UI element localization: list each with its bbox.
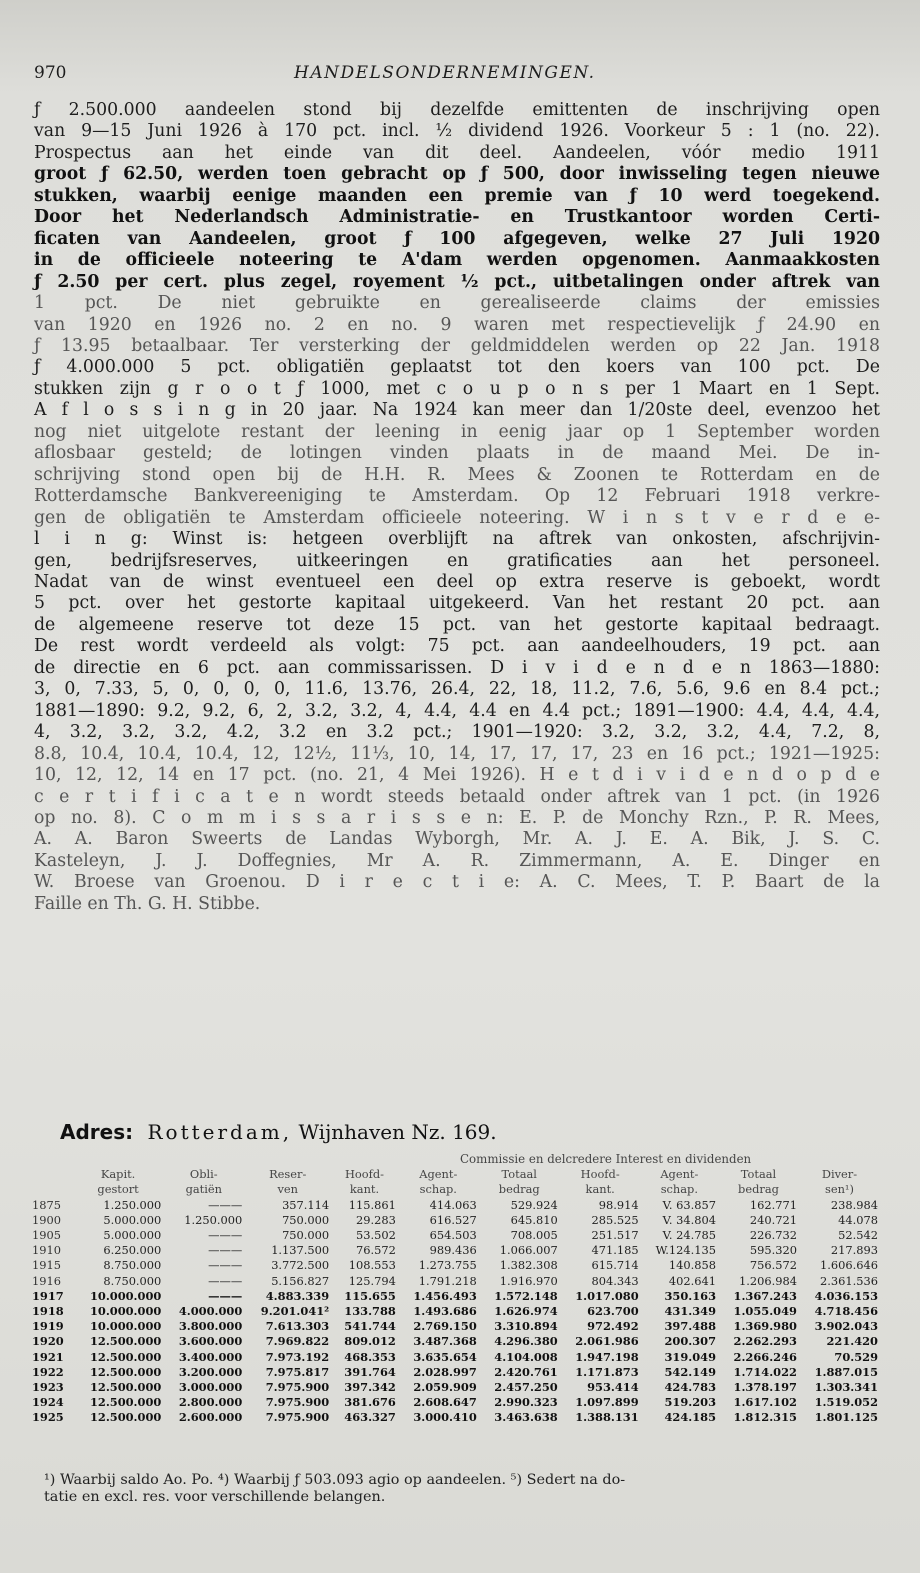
table-cell: 2.990.323 xyxy=(494,1395,558,1410)
row-year: 1910 xyxy=(32,1243,61,1258)
table-row xyxy=(30,1258,880,1273)
body-line: Kasteleyn, J. J. Doffegnies, Mr A. R. Zimmermann, A. E. Dinger en xyxy=(34,850,880,871)
body-line: 3, 0, 7.33, 5, 0, 0, 0, 0, 11.6, 13.76, 26.4, 22, 18, 11.2, 7.6, 5.6, 9.6 en 8.4 pct.; xyxy=(34,679,880,700)
table-cell: 162.771 xyxy=(749,1197,797,1212)
table-cell: 10.000.000 xyxy=(89,1319,162,1334)
table-cell: 1.017.080 xyxy=(575,1288,639,1303)
table-cell: 4.000.000 xyxy=(178,1304,243,1319)
address-street: Wijnhaven Nz. 169. xyxy=(298,1120,497,1144)
row-year: 1905 xyxy=(32,1228,61,1243)
table-cell: 542.149 xyxy=(664,1364,717,1379)
financial-table xyxy=(30,1152,880,1426)
table-cell: 391.764 xyxy=(344,1364,396,1379)
body-line: nog niet uitgelote restant der leening in eenig jaar op 1 September worden xyxy=(34,421,880,442)
table-cell: 756.572 xyxy=(749,1258,797,1273)
table-cell: 1.250.000 xyxy=(103,1197,162,1212)
table-cell: 4.036.153 xyxy=(814,1288,878,1303)
table-cell: 7.973.192 xyxy=(265,1349,330,1364)
table-cell: 7.969.822 xyxy=(265,1334,330,1349)
body-line: de algemeene reserve tot deze 15 pct. van het gestorte kapitaal bedraagt. xyxy=(34,614,880,635)
table-cell: 519.203 xyxy=(664,1395,717,1410)
table-cell: 2.600.000 xyxy=(178,1410,243,1425)
table-cell: 595.320 xyxy=(749,1243,797,1258)
page-header xyxy=(34,63,884,89)
table-cell: 140.858 xyxy=(668,1258,717,1273)
column-header: Reser- xyxy=(269,1167,307,1182)
table-cell: 3.310.894 xyxy=(494,1319,558,1334)
table-cell: 5.000.000 xyxy=(103,1228,162,1243)
body-line: ƒ 2.50 per cert. plus zegel, royement ½ pct., uitbetalingen onder aftrek van xyxy=(34,271,880,292)
table-row xyxy=(30,1319,880,1334)
table-row xyxy=(30,1289,880,1304)
table-cell: 2.061.986 xyxy=(575,1334,639,1349)
table-cell: 431.349 xyxy=(664,1304,717,1319)
table-cell: 7.975.900 xyxy=(265,1410,330,1425)
table-cell: 350.163 xyxy=(664,1288,717,1303)
body-line: c e r t i f i c a t e n wordt steeds betaald onder aftrek van 1 pct. (in 1926 xyxy=(34,786,880,807)
row-year: 1923 xyxy=(32,1380,64,1395)
table-row xyxy=(30,1365,880,1380)
table-cell: 357.114 xyxy=(282,1197,330,1212)
body-line: Nadat van de winst eventueel een deel op extra reserve is geboekt, wordt xyxy=(34,571,880,592)
table-cell: 2.457.250 xyxy=(494,1380,558,1395)
table-cell: 3.902.043 xyxy=(814,1319,878,1334)
table-cell: 529.924 xyxy=(510,1197,558,1212)
table-cell: 1.097.899 xyxy=(575,1395,639,1410)
table-group-header: Commissie en delcredere Interest en dividenden xyxy=(460,1152,752,1166)
table-cell: 541.744 xyxy=(344,1319,396,1334)
body-line: 1881—1890: 9.2, 9.2, 6, 2, 3.2, 3.2, 4, 4.4, 4.4 en 4.4 pct.; 1891—1900: 4.4, 4.4, 4.4, xyxy=(34,700,880,721)
row-year: 1917 xyxy=(32,1288,64,1303)
table-cell: 5.156.827 xyxy=(271,1273,330,1288)
table-cell: 1.947.198 xyxy=(575,1349,639,1364)
column-header: kant. xyxy=(585,1182,615,1197)
table-cell: 4.104.008 xyxy=(494,1349,558,1364)
row-year: 1918 xyxy=(32,1304,64,1319)
body-line: 10, 12, 12, 14 en 17 pct. (no. 21, 4 Mei 1926). H e t d i v i d e n d o p d e xyxy=(34,765,880,786)
table-row xyxy=(30,1228,880,1243)
table-row xyxy=(30,1274,880,1289)
column-header: Agent- xyxy=(660,1167,699,1182)
table-cell: 1.055.049 xyxy=(733,1304,797,1319)
table-cell: 750.000 xyxy=(282,1228,330,1243)
table-row xyxy=(30,1350,880,1365)
table-cell: 1.617.102 xyxy=(733,1395,797,1410)
table-cell: 6.250.000 xyxy=(103,1243,162,1258)
column-header: gatiën xyxy=(185,1182,222,1197)
table-cell: 3.400.000 xyxy=(178,1349,243,1364)
body-line: ƒ 2.500.000 aandeelen stond bij dezelfde emittenten de inschrijving open xyxy=(34,100,880,120)
table-cell: 414.063 xyxy=(429,1197,477,1212)
body-line: van 1920 en 1926 no. 2 en no. 9 waren met respectievelijk ƒ 24.90 en xyxy=(34,314,880,335)
table-cell: 1.801.125 xyxy=(814,1410,878,1425)
table-cell: 468.353 xyxy=(344,1349,396,1364)
table-cell: 1.066.007 xyxy=(499,1243,558,1258)
table-cell: ——— xyxy=(208,1243,243,1258)
column-header: bedrag xyxy=(498,1182,540,1197)
table-cell: 7.975.817 xyxy=(265,1364,330,1379)
table-cell: 804.343 xyxy=(591,1273,639,1288)
table-cell: 2.059.909 xyxy=(413,1380,477,1395)
table-cell: 10.000.000 xyxy=(89,1304,162,1319)
table-cell: 1.137.500 xyxy=(271,1243,330,1258)
column-header: gestort xyxy=(97,1182,139,1197)
table-cell: 1.250.000 xyxy=(184,1212,243,1227)
table-row xyxy=(30,1304,880,1319)
table-cell: 1.626.974 xyxy=(494,1304,558,1319)
body-line: groot ƒ 62.50, werden toen gebracht op ƒ 500, door inwisseling tegen nieuwe xyxy=(34,164,880,185)
table-cell: 1.606.646 xyxy=(820,1258,878,1273)
table-cell: 3.200.000 xyxy=(178,1364,243,1379)
table-cell: 217.893 xyxy=(830,1243,878,1258)
column-header: sen¹) xyxy=(825,1182,854,1197)
table-cell: 12.500.000 xyxy=(89,1334,162,1349)
column-header: Hoofd- xyxy=(580,1167,620,1182)
body-line: Door het Nederlandsch Administratie- en Trustkantoor worden Certi- xyxy=(34,207,880,228)
row-year: 1900 xyxy=(32,1212,61,1227)
column-header: schap. xyxy=(419,1182,457,1197)
column-header xyxy=(30,1182,73,1197)
body-line: in de officieele noteering te A'dam werden opgenomen. Aanmaakkosten xyxy=(34,250,880,271)
body-line: Faille en Th. G. H. Stibbe. xyxy=(34,893,261,914)
table-cell: 10.000.000 xyxy=(89,1288,162,1303)
table-cell: 1.206.984 xyxy=(738,1273,797,1288)
table-cell: 319.049 xyxy=(664,1349,717,1364)
table-cell: 615.714 xyxy=(591,1258,639,1273)
column-header: Totaal xyxy=(740,1167,777,1182)
body-text xyxy=(34,100,880,915)
table-cell: 809.012 xyxy=(344,1334,396,1349)
table-cell: ——— xyxy=(208,1228,243,1243)
row-year: 1915 xyxy=(32,1258,61,1273)
table-cell: 1.378.197 xyxy=(733,1380,797,1395)
table-cell: 12.500.000 xyxy=(89,1395,162,1410)
table-cell: 3.463.638 xyxy=(494,1410,558,1425)
table-cell: 29.283 xyxy=(355,1212,396,1227)
footnote-line: ¹) Waarbij saldo Ao. Po. ⁴) Waarbij ƒ 503.093 agio op aandeelen. ⁵) Sedert na do- xyxy=(44,1472,626,1488)
running-title: HANDELSONDERNEMINGEN. xyxy=(294,63,596,83)
column-header xyxy=(30,1167,73,1182)
table-cell: 1.714.022 xyxy=(733,1364,797,1379)
table-cell: 1.916.970 xyxy=(499,1273,558,1288)
body-line: Rotterdamsche Bankvereeniging te Amsterdam. Op 12 Februari 1918 verkre- xyxy=(34,486,880,507)
table-cell: 285.525 xyxy=(591,1212,639,1227)
body-line: 8.8, 10.4, 10.4, 10.4, 12, 12½, 11⅓, 10, 14, 17, 17, 17, 23 en 16 pct.; 1921—1925: xyxy=(34,743,880,764)
table-cell: 1.812.315 xyxy=(733,1410,797,1425)
table-cell: 424.783 xyxy=(664,1380,717,1395)
table-cell: 2.769.150 xyxy=(413,1319,477,1334)
table-row xyxy=(30,1243,880,1258)
table-cell: ——— xyxy=(208,1197,243,1212)
table-cell: 200.307 xyxy=(664,1334,717,1349)
table-cell: 3.000.410 xyxy=(413,1410,477,1425)
table-cell: 708.005 xyxy=(510,1228,558,1243)
table-cell: 750.000 xyxy=(282,1212,330,1227)
table-cell: 12.500.000 xyxy=(89,1380,162,1395)
table-row xyxy=(30,1410,880,1425)
table-cell: 645.810 xyxy=(510,1212,558,1227)
table-cell: 463.327 xyxy=(344,1410,396,1425)
body-line: De rest wordt verdeeld als volgt: 75 pct. aan aandeelhouders, 19 pct. aan xyxy=(34,636,880,657)
table-cell: 238.984 xyxy=(830,1197,878,1212)
body-line: 4, 3.2, 3.2, 3.2, 4.2, 3.2 en 3.2 pct.; 1901—1920: 3.2, 3.2, 3.2, 4.4, 7.2, 8, xyxy=(34,722,880,743)
table-cell: W.124.135 xyxy=(655,1243,717,1258)
table-cell: 1.493.686 xyxy=(413,1304,477,1319)
table-cell: 4.883.339 xyxy=(265,1288,330,1303)
table-cell: 471.185 xyxy=(591,1243,639,1258)
table-cell: 12.500.000 xyxy=(89,1364,162,1379)
table-cell: 2.266.246 xyxy=(733,1349,797,1364)
table-cell: ——— xyxy=(208,1288,243,1303)
table-row xyxy=(30,1213,880,1228)
table-cell: 115.655 xyxy=(344,1288,396,1303)
table-cell: 1.791.218 xyxy=(418,1273,477,1288)
body-line: gen de obligatiën te Amsterdam officieele noteering. W i n s t v e r d e e- xyxy=(34,507,880,528)
column-header: bedrag xyxy=(738,1182,779,1197)
table-cell: 1.519.052 xyxy=(814,1395,878,1410)
table-cell: 424.185 xyxy=(664,1410,717,1425)
body-line: op no. 8). C o m m i s s a r i s s e n: E. P. de Monchy Rzn., P. R. Mees, xyxy=(34,807,880,828)
table-cell: 8.750.000 xyxy=(103,1273,162,1288)
body-line: schrijving stond open bij de H.H. R. Mees & Zoonen te Rotterdam en de xyxy=(34,464,880,485)
body-line: aflosbaar gesteld; de lotingen vinden plaats in de maand Mei. De in- xyxy=(34,443,880,464)
table-cell: 44.078 xyxy=(838,1212,878,1227)
body-line: ficaten van Aandeelen, groot ƒ 100 afgegeven, welke 27 Juli 1920 xyxy=(34,228,880,249)
body-line: ƒ 13.95 betaalbaar. Ter versterking der geldmiddelen werden op 22 Jan. 1918 xyxy=(34,335,880,356)
column-header: kant. xyxy=(349,1182,380,1197)
table-cell: 4.296.380 xyxy=(494,1334,558,1349)
body-line: van 9—15 Juni 1926 à 170 pct. incl. ½ dividend 1926. Voorkeur 5 : 1 (no. 22). xyxy=(34,121,880,142)
table-cell: 7.613.303 xyxy=(265,1319,330,1334)
table-cell: 953.414 xyxy=(587,1380,639,1395)
table-cell: 7.975.900 xyxy=(265,1395,330,1410)
table-cell: 654.503 xyxy=(429,1228,477,1243)
table-cell: 2.262.293 xyxy=(733,1334,797,1349)
table-cell: 76.572 xyxy=(355,1243,396,1258)
table-cell: 2.420.761 xyxy=(494,1364,558,1379)
table-cell: 1.887.015 xyxy=(814,1364,878,1379)
table-cell: 623.700 xyxy=(587,1304,639,1319)
body-line: stukken, waarbij eenige maanden een premie van ƒ 10 werd toegekend. xyxy=(34,185,880,206)
row-year: 1916 xyxy=(32,1273,61,1288)
body-line: gen, bedrijfsreserves, uitkeeringen en gratificaties aan het personeel. xyxy=(34,550,880,571)
table-cell: 221.420 xyxy=(826,1334,878,1349)
address-label: Adres: xyxy=(60,1120,134,1144)
table-cell: 251.517 xyxy=(591,1228,639,1243)
table-cell: 3.772.500 xyxy=(271,1258,330,1273)
table-cell: 115.861 xyxy=(348,1197,396,1212)
table-cell: 2.028.997 xyxy=(413,1364,477,1379)
body-line: 1 pct. De niet gebruikte en gerealiseerde claims der emissies xyxy=(34,293,880,314)
table-cell: 133.788 xyxy=(344,1304,396,1319)
table-cell: 3.800.000 xyxy=(178,1319,243,1334)
table-cell: 397.488 xyxy=(664,1319,717,1334)
address-city: Rotterdam, xyxy=(147,1120,293,1144)
table-cell: V. 24.785 xyxy=(662,1228,717,1243)
table-cell: 70.529 xyxy=(834,1349,878,1364)
column-header: ven xyxy=(277,1182,298,1197)
column-header: Diver- xyxy=(821,1167,858,1182)
table-cell: 4.718.456 xyxy=(814,1304,878,1319)
table-cell: 972.492 xyxy=(587,1319,639,1334)
table-cell: 125.794 xyxy=(348,1273,396,1288)
body-line: stukken zijn g r o o t ƒ 1000, met c o u p o n s per 1 Maart en 1 Sept. xyxy=(34,378,880,399)
table-cell: 1.369.980 xyxy=(733,1319,797,1334)
table-cell: 989.436 xyxy=(429,1243,477,1258)
table-cell: 108.553 xyxy=(348,1258,396,1273)
table-cell: 616.527 xyxy=(429,1212,477,1227)
table-cell: 1.572.148 xyxy=(494,1288,558,1303)
table-cell: 1.273.755 xyxy=(418,1258,477,1273)
table-cell: 1.388.131 xyxy=(575,1410,639,1425)
table-cell: 52.542 xyxy=(838,1228,878,1243)
table-cell: 240.721 xyxy=(749,1212,797,1227)
row-year: 1920 xyxy=(32,1334,64,1349)
table-cell: 1.382.308 xyxy=(499,1258,558,1273)
footnote xyxy=(44,1472,880,1506)
table-cell: 3.635.654 xyxy=(413,1349,477,1364)
table-cell: 1.367.243 xyxy=(733,1288,797,1303)
table-cell: 7.975.900 xyxy=(265,1380,330,1395)
table-row xyxy=(30,1334,880,1349)
table-cell: 1.303.341 xyxy=(814,1380,878,1395)
table-cell: 9.201.041² xyxy=(260,1304,330,1319)
page-number: 970 xyxy=(34,63,67,83)
column-header: Agent- xyxy=(419,1167,458,1182)
body-line: ƒ 4.000.000 5 pct. obligatiën geplaatst tot den koers van 100 pct. De xyxy=(34,357,880,378)
table-cell: ——— xyxy=(208,1273,243,1288)
row-year: 1925 xyxy=(32,1410,64,1425)
body-line: W. Broese van Groenou. D i r e c t i e: A. C. Mees, T. P. Baart de la xyxy=(34,872,880,893)
table-cell: 1.171.873 xyxy=(575,1364,639,1379)
body-line: l i n g: Winst is: hetgeen overblijft na aftrek van onkosten, afschrijvin- xyxy=(34,529,880,550)
table-cell: 3.000.000 xyxy=(178,1380,243,1395)
body-line: A f l o s s i n g in 20 jaar. Na 1924 kan meer dan 1/20ste deel, evenzoo het xyxy=(34,400,880,421)
row-year: 1875 xyxy=(32,1197,61,1212)
row-year: 1922 xyxy=(32,1364,64,1379)
table-cell: 3.600.000 xyxy=(178,1334,243,1349)
table-cell: V. 34.804 xyxy=(662,1212,717,1227)
column-header: Kapit. xyxy=(100,1167,136,1182)
table-row xyxy=(30,1198,880,1213)
column-header: schap. xyxy=(660,1182,698,1197)
table-row xyxy=(30,1395,880,1410)
table-cell: 1.456.493 xyxy=(413,1288,477,1303)
table-cell: ——— xyxy=(208,1258,243,1273)
table-cell: 5.000.000 xyxy=(103,1212,162,1227)
row-year: 1919 xyxy=(32,1319,64,1334)
table-cell: 381.676 xyxy=(344,1395,396,1410)
table-cell: 226.732 xyxy=(749,1228,797,1243)
table-cell: 53.502 xyxy=(355,1228,396,1243)
body-line: A. A. Baron Sweerts de Landas Wyborgh, Mr. A. J. E. A. Bik, J. S. C. xyxy=(34,829,880,850)
row-year: 1921 xyxy=(32,1349,64,1364)
table-cell: 12.500.000 xyxy=(89,1349,162,1364)
table-cell: 12.500.000 xyxy=(89,1410,162,1425)
table-cell: 397.342 xyxy=(344,1380,396,1395)
column-header: Totaal xyxy=(501,1167,537,1182)
table-cell: 2.800.000 xyxy=(178,1395,243,1410)
row-year: 1924 xyxy=(32,1395,64,1410)
address-line xyxy=(60,1120,497,1144)
table-row xyxy=(30,1380,880,1395)
column-header: Hoofd- xyxy=(344,1167,384,1182)
table-cell: V. 63.857 xyxy=(662,1197,717,1212)
body-line: Prospectus aan het einde van dit deel. Aandeelen, vóór medio 1911 xyxy=(34,142,880,163)
table-cell: 2.361.536 xyxy=(820,1273,878,1288)
table-cell: 8.750.000 xyxy=(103,1258,162,1273)
footnote-line: tatie en excl. res. voor verschillende belangen. xyxy=(44,1489,386,1505)
column-header: Obli- xyxy=(189,1167,218,1182)
body-line: de directie en 6 pct. aan commissarissen. D i v i d e n d e n 1863—1880: xyxy=(34,657,880,678)
body-line: 5 pct. over het gestorte kapitaal uitgekeerd. Van het restant 20 pct. aan xyxy=(34,593,880,614)
table-cell: 3.487.368 xyxy=(413,1334,477,1349)
table-cell: 2.608.647 xyxy=(413,1395,477,1410)
table-cell: 98.914 xyxy=(598,1197,639,1212)
table-cell: 402.641 xyxy=(668,1273,717,1288)
